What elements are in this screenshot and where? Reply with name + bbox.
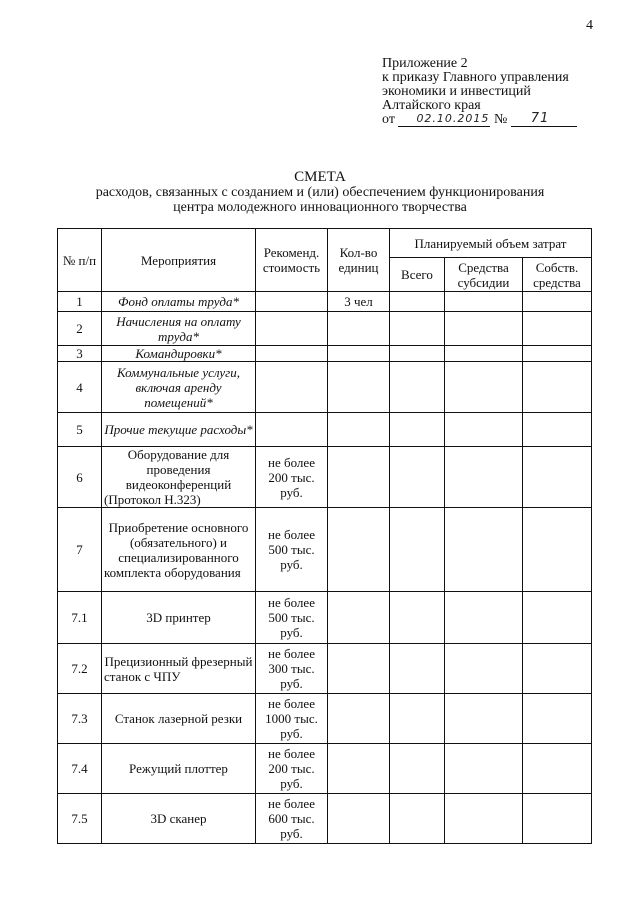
title-main: СМЕТА (294, 169, 346, 185)
row-qty (328, 744, 390, 794)
table-row (58, 413, 592, 447)
row-own (523, 794, 592, 844)
table-row (58, 794, 592, 844)
row-name: Приобретение основного (обязательного) и специализированного комплекта оборудования (102, 508, 256, 592)
row-subsidy (445, 644, 523, 694)
row-cost: не более 600 тыс. руб. (256, 794, 328, 844)
row-cost (256, 413, 328, 447)
row-cost (256, 292, 328, 312)
header-total: Всего (390, 258, 445, 292)
table-row (58, 508, 592, 592)
table-row (58, 592, 592, 644)
row-own (523, 312, 592, 346)
row-num: 6 (58, 447, 102, 508)
appendix-line: экономики и инвестиций (382, 84, 531, 99)
row-name: Прецизионный фрезерный станок с ЧПУ (102, 644, 256, 694)
row-qty (328, 694, 390, 744)
row-qty (328, 362, 390, 413)
row-total (390, 447, 445, 508)
row-own (523, 644, 592, 694)
header-cost: Рекоменд. стоимость (256, 229, 328, 292)
row-own (523, 508, 592, 592)
row-name: Фонд оплаты труда* (102, 292, 256, 312)
table-row (58, 362, 592, 413)
row-qty (328, 346, 390, 362)
row-subsidy (445, 346, 523, 362)
row-total (390, 292, 445, 312)
row-qty (328, 312, 390, 346)
row-own (523, 362, 592, 413)
row-num: 4 (58, 362, 102, 413)
row-subsidy (445, 312, 523, 346)
row-name: 3D принтер (102, 592, 256, 644)
appendix-line: Алтайского края (382, 98, 481, 113)
row-subsidy (445, 794, 523, 844)
row-own (523, 447, 592, 508)
row-cost: не более 200 тыс. руб. (256, 447, 328, 508)
row-num: 7.2 (58, 644, 102, 694)
number-field (511, 113, 577, 127)
row-name: 3D сканер (102, 794, 256, 844)
row-cost: не более 1000 тыс. руб. (256, 694, 328, 744)
header-subsidy: Средства субсидии (445, 258, 523, 292)
page-number: 4 (586, 18, 593, 33)
from-label: от (382, 112, 395, 127)
row-name: Режущий плоттер (102, 744, 256, 794)
row-subsidy (445, 447, 523, 508)
row-name: Оборудование для проведения видеоконференций (Протокол H.323) (102, 447, 256, 508)
row-subsidy (445, 508, 523, 592)
row-qty (328, 413, 390, 447)
row-cost (256, 362, 328, 413)
row-qty (328, 794, 390, 844)
appendix-line: к приказу Главного управления (382, 70, 569, 85)
row-own (523, 346, 592, 362)
row-name: Прочие текущие расходы* (102, 413, 256, 447)
row-cost: не более 500 тыс. руб. (256, 592, 328, 644)
header-qty: Кол-во единиц (328, 229, 390, 292)
document-title (0, 170, 640, 215)
row-name: Начисления на оплату труда* (102, 312, 256, 346)
row-qty (328, 508, 390, 592)
appendix-block (382, 57, 577, 127)
appendix-line: Приложение 2 (382, 56, 468, 71)
row-num: 7.1 (58, 592, 102, 644)
row-cost: не более 500 тыс. руб. (256, 508, 328, 592)
row-name: Командировки* (102, 346, 256, 362)
row-num: 3 (58, 346, 102, 362)
row-own (523, 694, 592, 744)
row-own (523, 744, 592, 794)
row-num: 1 (58, 292, 102, 312)
date-handwritten: 02.10.2015 (416, 112, 490, 125)
row-total (390, 413, 445, 447)
row-cost (256, 312, 328, 346)
number-handwritten: 71 (530, 111, 550, 126)
appendix-date-line (382, 113, 577, 127)
row-subsidy (445, 413, 523, 447)
table-row (58, 346, 592, 362)
row-total (390, 644, 445, 694)
row-subsidy (445, 292, 523, 312)
row-total (390, 592, 445, 644)
row-qty (328, 644, 390, 694)
table-row (58, 644, 592, 694)
row-subsidy (445, 362, 523, 413)
header-event: Мероприятия (102, 229, 256, 292)
row-num: 7.4 (58, 744, 102, 794)
row-total (390, 694, 445, 744)
row-total (390, 346, 445, 362)
row-total (390, 794, 445, 844)
table-row (58, 292, 592, 312)
estimate-table (57, 228, 592, 844)
row-num: 2 (58, 312, 102, 346)
title-line: центра молодежного инновационного творчества (173, 200, 467, 215)
row-total (390, 508, 445, 592)
row-total (390, 312, 445, 346)
row-subsidy (445, 694, 523, 744)
row-cost: не более 200 тыс. руб. (256, 744, 328, 794)
number-label: № (493, 112, 508, 127)
table-row (58, 744, 592, 794)
date-field (398, 113, 490, 127)
row-total (390, 362, 445, 413)
header-planned: Планируемый объем затрат (390, 229, 592, 258)
row-subsidy (445, 592, 523, 644)
row-subsidy (445, 744, 523, 794)
row-num: 7.5 (58, 794, 102, 844)
table-row (58, 694, 592, 744)
row-qty (328, 447, 390, 508)
table-row (58, 447, 592, 508)
row-num: 7.3 (58, 694, 102, 744)
title-line: расходов, связанных с созданием и (или) обеспечением функционирования (95, 185, 545, 200)
row-num: 5 (58, 413, 102, 447)
row-total (390, 744, 445, 794)
row-name: Станок лазерной резки (102, 694, 256, 744)
row-cost (256, 346, 328, 362)
row-own (523, 413, 592, 447)
header-num: № п/п (58, 229, 102, 292)
row-own (523, 292, 592, 312)
row-qty: 3 чел (328, 292, 390, 312)
row-cost: не более 300 тыс. руб. (256, 644, 328, 694)
row-own (523, 592, 592, 644)
header-own: Собств. средства (523, 258, 592, 292)
row-qty (328, 592, 390, 644)
row-num: 7 (58, 508, 102, 592)
row-name: Коммунальные услуги, включая аренду помещений* (102, 362, 256, 413)
table-row (58, 312, 592, 346)
